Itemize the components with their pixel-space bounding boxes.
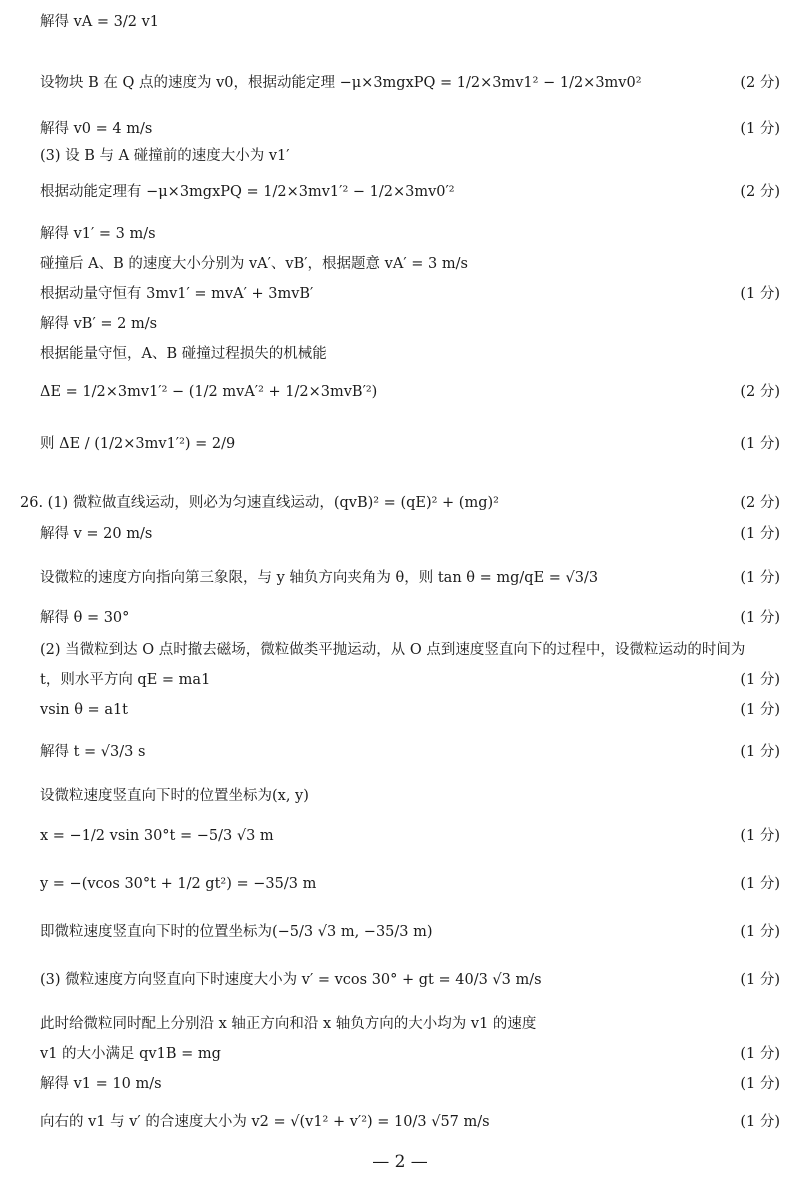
page-number: — 2 — [372, 1152, 428, 1172]
